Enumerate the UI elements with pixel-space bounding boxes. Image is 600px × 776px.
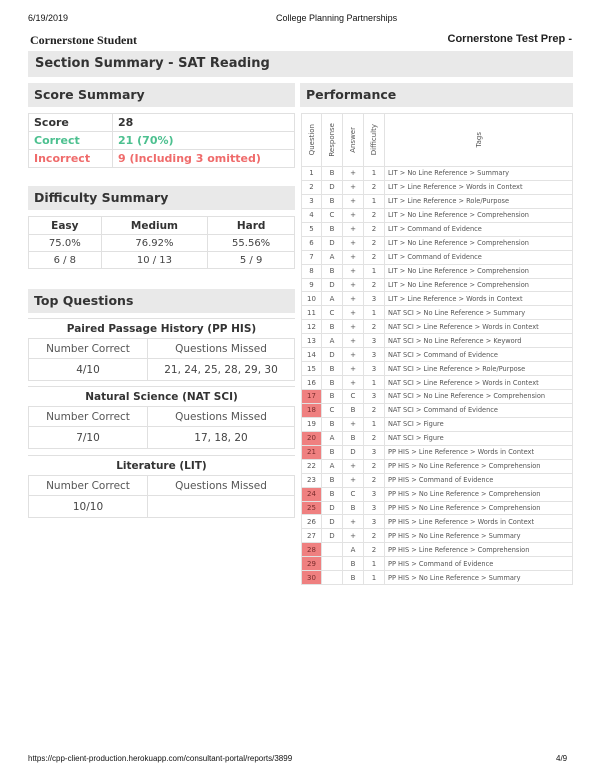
print-page-number: 4/9 [556,754,568,763]
question-number-cell: 30 [302,571,322,585]
response-cell: B [322,222,343,236]
table-row [302,250,573,264]
difficulty-cell: 1 [364,167,385,181]
question-number-cell: 2 [302,180,322,194]
tag-cell: LIT > No Line Reference > Comprehension [385,278,573,292]
difficulty-cell: 2 [364,473,385,487]
difficulty-fraction-medium: 10 / 13 [101,252,208,269]
difficulty-cell: 2 [364,180,385,194]
difficulty-cell: 3 [364,334,385,348]
difficulty-percent-hard: 55.56% [208,235,295,252]
tag-cell: PP HIS > Line Reference > Words in Context [385,515,573,529]
response-cell: D [322,236,343,250]
tag-cell: LIT > Command of Evidence [385,250,573,264]
table-row [302,222,573,236]
answer-cell: + [343,180,364,194]
tag-cell: NAT SCI > Line Reference > Words in Context [385,320,573,334]
table-row [302,473,573,487]
response-cell: B [322,417,343,431]
difficulty-cell: 3 [364,501,385,515]
question-number-cell: 8 [302,264,322,278]
response-cell: A [322,250,343,264]
difficulty-cell: 3 [364,362,385,376]
correct-row [29,132,295,150]
answer-cell: C [343,487,364,501]
response-cell: A [322,431,343,445]
response-header: Response [322,114,343,167]
correct-label: Correct [29,132,113,150]
answer-cell: + [343,515,364,529]
question-number-cell: 21 [302,445,322,459]
questions-missed-header: Questions Missed [148,476,295,496]
difficulty-cell: 2 [364,459,385,473]
answer-cell: A [343,543,364,557]
difficulty-cell: 2 [364,431,385,445]
answer-cell: + [343,208,364,222]
response-cell: A [322,459,343,473]
question-number-cell: 11 [302,306,322,320]
answer-cell: + [343,348,364,362]
category-title: Literature (LIT) [28,455,295,475]
difficulty-header-medium: Medium [101,217,208,235]
table-row [302,320,573,334]
difficulty-cell: 1 [364,557,385,571]
tag-cell: LIT > Line Reference > Role/Purpose [385,194,573,208]
table-row [302,390,573,404]
category-missed [148,496,295,518]
question-number-cell: 9 [302,278,322,292]
table-row [302,557,573,571]
difficulty-summary-title: Difficulty Summary [28,186,295,210]
table-row [302,417,573,431]
tag-cell: LIT > No Line Reference > Comprehension [385,264,573,278]
answer-cell: + [343,362,364,376]
category-correct: 10/10 [29,496,148,518]
answer-cell: + [343,278,364,292]
table-row [302,487,573,501]
difficulty-header-hard: Hard [208,217,295,235]
response-cell: B [322,376,343,390]
tag-cell: NAT SCI > Figure [385,417,573,431]
question-number-cell: 23 [302,473,322,487]
response-cell: A [322,334,343,348]
incorrect-value: 9 (Including 3 omitted) [113,150,295,168]
answer-cell: + [343,459,364,473]
question-number-cell: 12 [302,320,322,334]
response-cell: D [322,501,343,515]
table-row [302,208,573,222]
response-cell: D [322,180,343,194]
table-row [302,459,573,473]
tag-cell: PP HIS > No Line Reference > Comprehension [385,487,573,501]
tag-cell: LIT > No Line Reference > Comprehension [385,208,573,222]
answer-cell: + [343,306,364,320]
question-number-cell: 22 [302,459,322,473]
answer-cell: B [343,431,364,445]
difficulty-summary-table [28,216,295,269]
difficulty-cell: 1 [364,417,385,431]
tags-header: Tags [385,114,573,167]
tag-cell: LIT > No Line Reference > Summary [385,167,573,181]
question-number-cell: 26 [302,515,322,529]
difficulty-cell: 2 [364,320,385,334]
category-title: Paired Passage History (PP HIS) [28,318,295,338]
difficulty-cell: 2 [364,403,385,417]
answer-cell: + [343,334,364,348]
difficulty-cell: 1 [364,376,385,390]
question-number-cell: 20 [302,431,322,445]
difficulty-cell: 2 [364,208,385,222]
difficulty-cell: 3 [364,515,385,529]
table-row [302,543,573,557]
tag-cell: LIT > No Line Reference > Comprehension [385,236,573,250]
tag-cell: NAT SCI > Figure [385,431,573,445]
table-row [302,501,573,515]
answer-cell: B [343,557,364,571]
difficulty-cell: 3 [364,445,385,459]
difficulty-cell: 1 [364,264,385,278]
response-cell [322,557,343,571]
question-number-cell: 6 [302,236,322,250]
response-cell: A [322,292,343,306]
answer-cell: D [343,445,364,459]
tag-cell: LIT > Line Reference > Words in Context [385,292,573,306]
table-row [302,403,573,417]
category-block [28,455,295,518]
table-row [302,348,573,362]
correct-value: 21 (70%) [113,132,295,150]
tag-cell: NAT SCI > Command of Evidence [385,348,573,362]
response-cell: B [322,390,343,404]
difficulty-cell: 2 [364,543,385,557]
category-title: Natural Science (NAT SCI) [28,386,295,406]
tag-cell: NAT SCI > No Line Reference > Keyword [385,334,573,348]
tag-cell: PP HIS > No Line Reference > Summary [385,529,573,543]
tag-cell: PP HIS > Command of Evidence [385,557,573,571]
category-block [28,318,295,381]
table-row [302,278,573,292]
performance-title: Performance [300,83,573,107]
table-row [302,292,573,306]
tag-cell: NAT SCI > Command of Evidence [385,403,573,417]
category-correct: 7/10 [29,427,148,449]
response-cell: C [322,208,343,222]
response-cell: B [322,487,343,501]
response-cell: B [322,167,343,181]
category-block [28,386,295,449]
tag-cell: NAT SCI > No Line Reference > Summary [385,306,573,320]
table-row [302,376,573,390]
difficulty-cell: 2 [364,278,385,292]
tag-cell: PP HIS > No Line Reference > Comprehension [385,459,573,473]
tag-cell: PP HIS > No Line Reference > Summary [385,571,573,585]
question-number-cell: 5 [302,222,322,236]
tag-cell: NAT SCI > Line Reference > Role/Purpose [385,362,573,376]
tag-cell: PP HIS > Line Reference > Words in Context [385,445,573,459]
response-cell: B [322,473,343,487]
difficulty-percent-medium: 76.92% [101,235,208,252]
difficulty-percent-easy: 75.0% [29,235,102,252]
tag-cell: PP HIS > No Line Reference > Comprehension [385,501,573,515]
top-questions-title: Top Questions [28,289,295,313]
score-value: 28 [113,114,295,132]
question-number-cell: 14 [302,348,322,362]
table-row [302,431,573,445]
response-cell: B [322,445,343,459]
tag-cell: NAT SCI > Line Reference > Words in Context [385,376,573,390]
number-correct-header: Number Correct [29,407,148,427]
question-number-cell: 17 [302,390,322,404]
difficulty-cell: 1 [364,194,385,208]
difficulty-cell: 3 [364,292,385,306]
answer-cell: + [343,529,364,543]
number-correct-header: Number Correct [29,339,148,359]
answer-cell: + [343,167,364,181]
print-url: https://cpp-client-production.herokuapp.com/consultant-portal/reports/3899 [28,754,293,763]
category-missed: 17, 18, 20 [148,427,295,449]
question-number-cell: 1 [302,167,322,181]
answer-header: Answer [343,114,364,167]
score-row [29,114,295,132]
response-cell: B [322,194,343,208]
questions-missed-header: Questions Missed [148,339,295,359]
question-number-cell: 29 [302,557,322,571]
answer-cell: + [343,250,364,264]
difficulty-cell: 3 [364,390,385,404]
answer-cell: + [343,376,364,390]
answer-cell: + [343,264,364,278]
answer-cell: + [343,194,364,208]
answer-cell: + [343,320,364,334]
difficulty-cell: 1 [364,306,385,320]
score-summary-title: Score Summary [28,83,295,107]
response-cell: C [322,306,343,320]
table-row [302,306,573,320]
table-row [302,515,573,529]
questions-missed-header: Questions Missed [148,407,295,427]
print-date: 6/19/2019 [28,13,69,23]
table-row [302,167,573,181]
difficulty-header-easy: Easy [29,217,102,235]
answer-cell: + [343,236,364,250]
question-number-cell: 25 [302,501,322,515]
response-cell: C [322,403,343,417]
table-row [302,362,573,376]
question-number-cell: 28 [302,543,322,557]
response-cell: D [322,348,343,362]
tag-cell: LIT > Command of Evidence [385,222,573,236]
category-missed: 21, 24, 25, 28, 29, 30 [148,359,295,381]
difficulty-cell: 2 [364,529,385,543]
response-cell: D [322,515,343,529]
response-cell: B [322,362,343,376]
number-correct-header: Number Correct [29,476,148,496]
performance-table [301,113,573,585]
response-cell [322,571,343,585]
score-summary-table [28,113,295,168]
answer-cell: B [343,501,364,515]
print-page-title: College Planning Partnerships [276,13,398,23]
difficulty-header: Difficulty [364,114,385,167]
question-number-cell: 24 [302,487,322,501]
question-number-cell: 16 [302,376,322,390]
tag-cell: PP HIS > Command of Evidence [385,473,573,487]
answer-cell: + [343,473,364,487]
table-row [302,236,573,250]
difficulty-fraction-easy: 6 / 8 [29,252,102,269]
difficulty-cell: 3 [364,487,385,501]
response-cell: B [322,264,343,278]
incorrect-label: Incorrect [29,150,113,168]
table-row [302,529,573,543]
company-name: Cornerstone Test Prep - [447,33,572,45]
table-row [302,334,573,348]
answer-cell: B [343,403,364,417]
tag-cell: LIT > Line Reference > Words in Context [385,180,573,194]
question-number-cell: 13 [302,334,322,348]
answer-cell: + [343,292,364,306]
table-row [302,180,573,194]
response-cell: B [322,320,343,334]
question-number-cell: 4 [302,208,322,222]
question-number-cell: 10 [302,292,322,306]
question-number-cell: 3 [302,194,322,208]
table-row [302,264,573,278]
table-row [302,571,573,585]
response-cell [322,543,343,557]
difficulty-fraction-hard: 5 / 9 [208,252,295,269]
difficulty-cell: 2 [364,222,385,236]
incorrect-row [29,150,295,168]
section-title: Section Summary - SAT Reading [28,51,573,77]
performance-rows [302,167,573,585]
table-row [302,445,573,459]
answer-cell: + [343,222,364,236]
question-number-cell: 15 [302,362,322,376]
question-number-cell: 18 [302,403,322,417]
difficulty-cell: 2 [364,236,385,250]
difficulty-cell: 1 [364,571,385,585]
category-correct: 4/10 [29,359,148,381]
difficulty-cell: 2 [364,250,385,264]
question-number-cell: 7 [302,250,322,264]
tag-cell: PP HIS > Line Reference > Comprehension [385,543,573,557]
response-cell: D [322,529,343,543]
question-number-cell: 27 [302,529,322,543]
table-row [302,194,573,208]
question-number-cell: 19 [302,417,322,431]
difficulty-cell: 3 [364,348,385,362]
response-cell: D [322,278,343,292]
question-header: Question [302,114,322,167]
student-name: Cornerstone Student [30,33,137,47]
answer-cell: C [343,390,364,404]
tag-cell: NAT SCI > No Line Reference > Comprehension [385,390,573,404]
score-label: Score [29,114,113,132]
answer-cell: + [343,417,364,431]
answer-cell: B [343,571,364,585]
